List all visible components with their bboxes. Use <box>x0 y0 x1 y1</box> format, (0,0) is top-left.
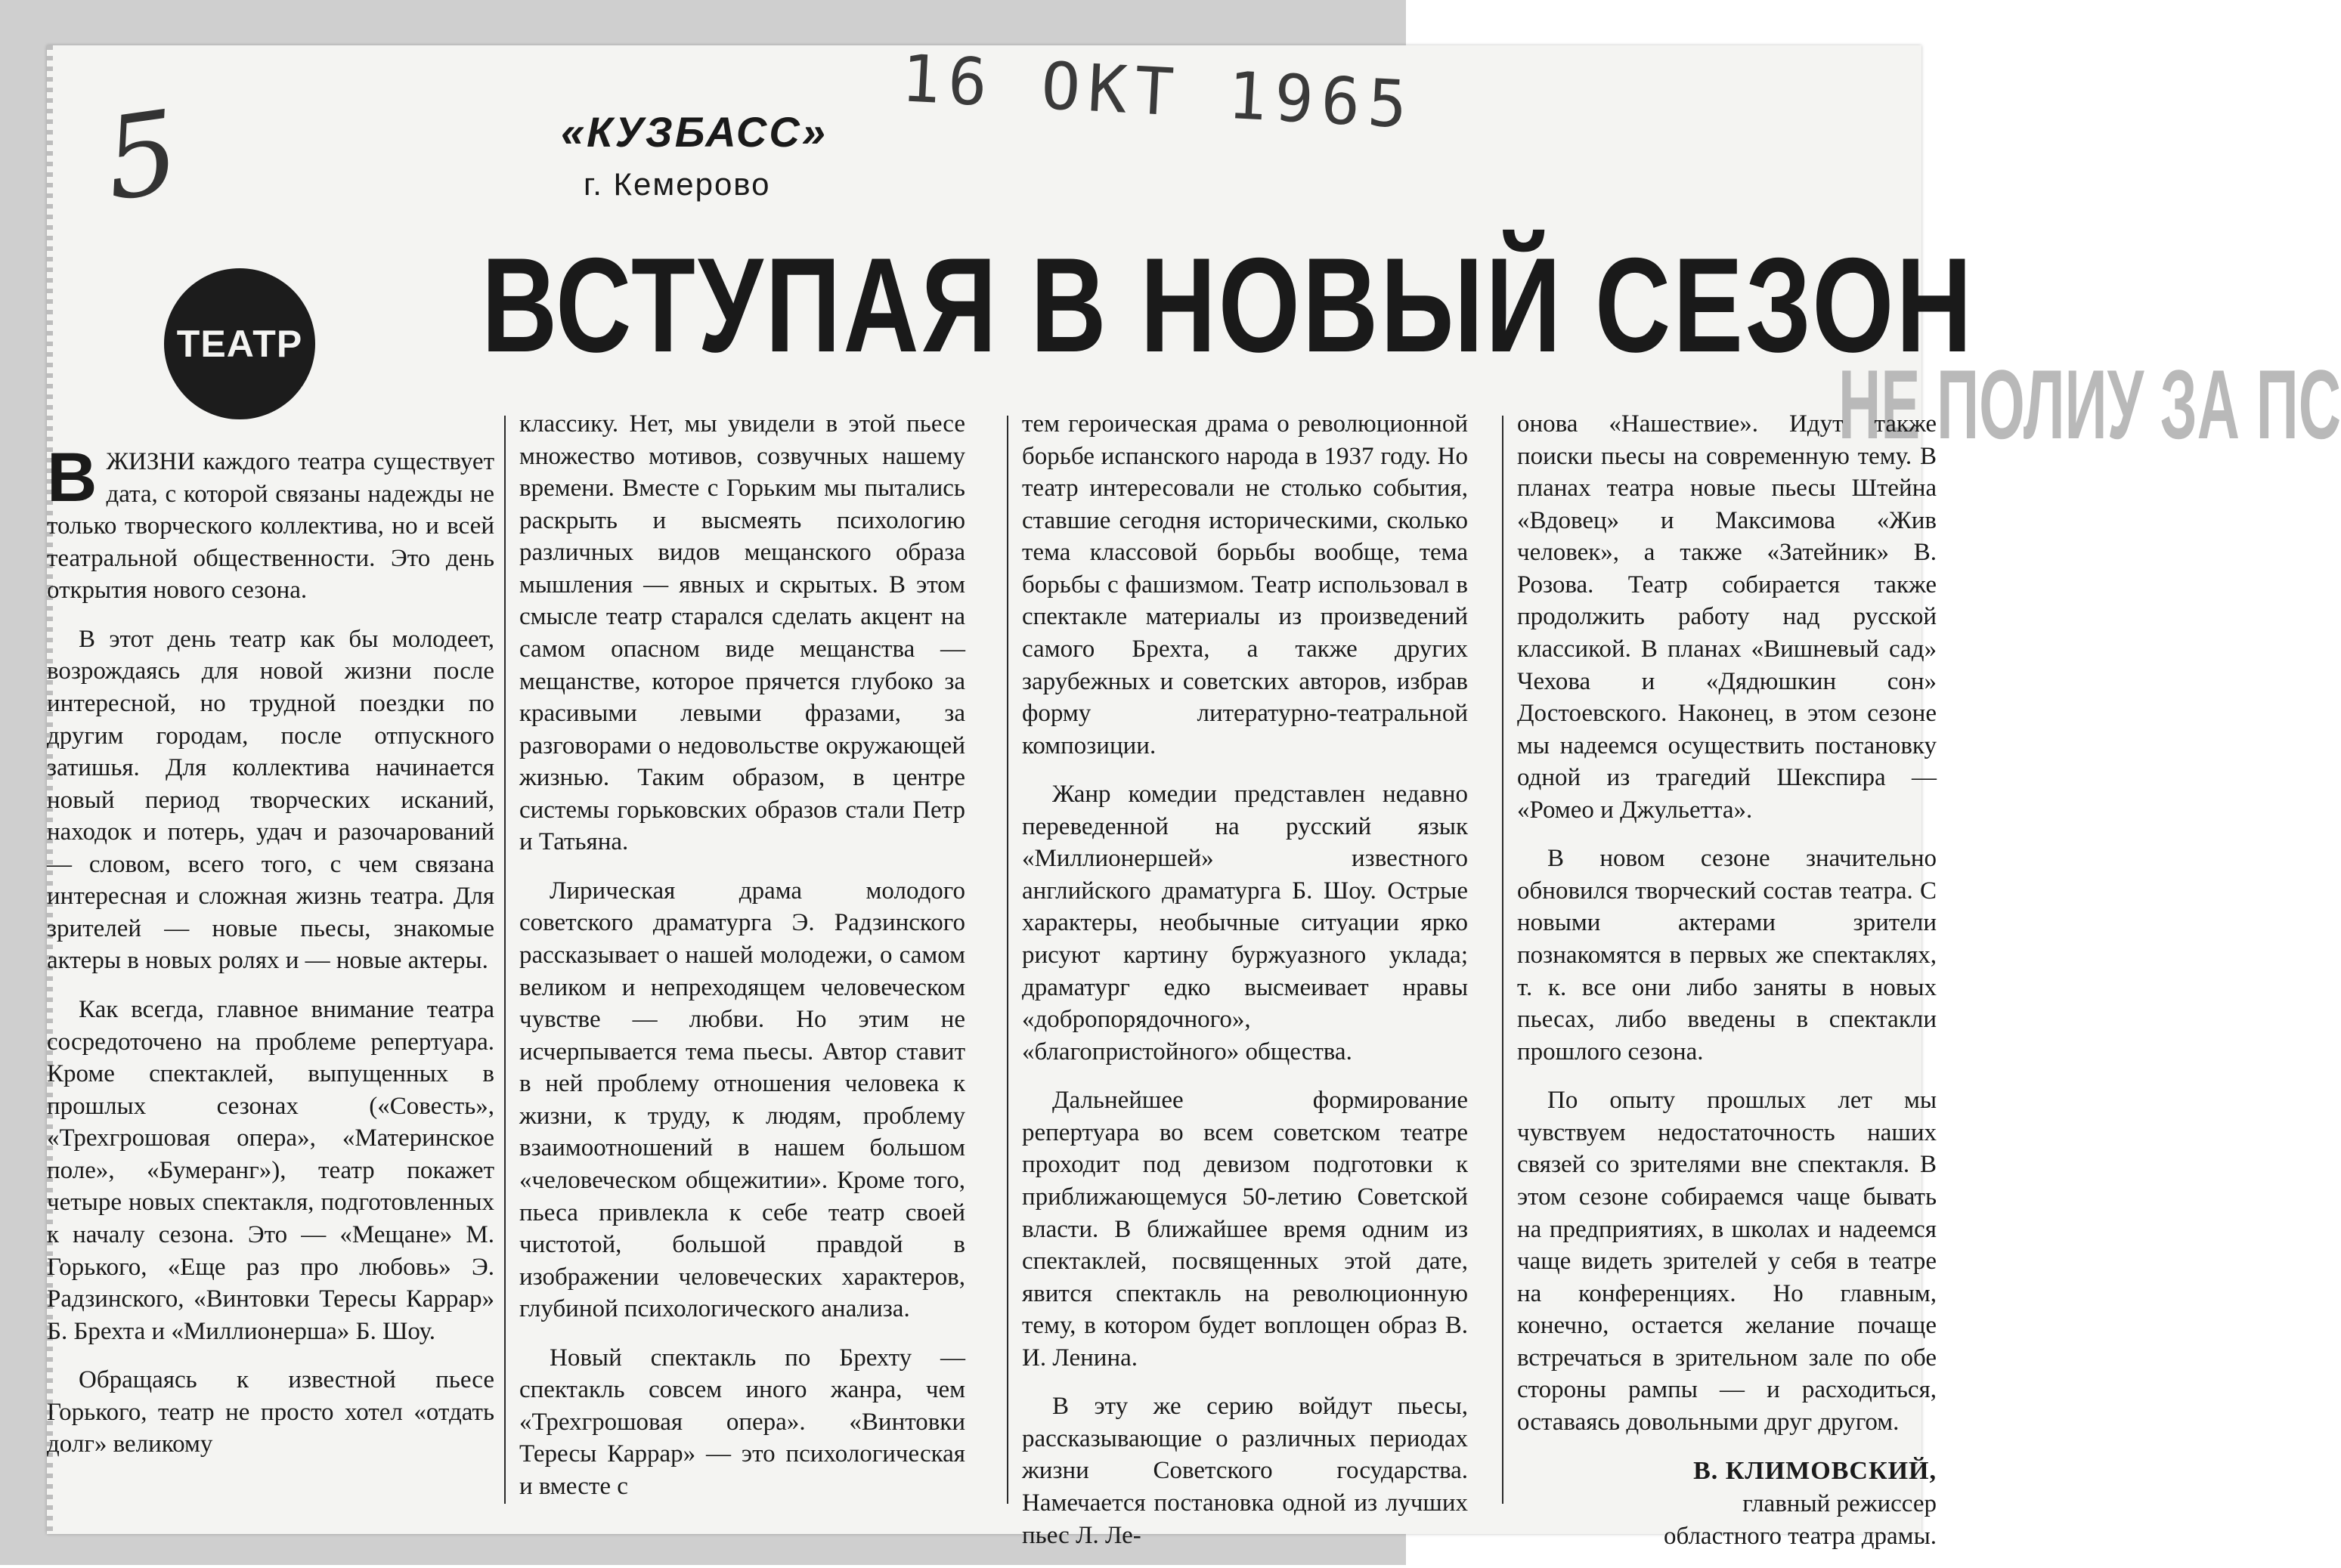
column-divider <box>1007 416 1008 1504</box>
paragraph-text: ЖИЗНИ каждого театра существует дата, с которой связаны надежды не только творческого коллектива, но и всей театральной общественности. Это день открытия нового сезона. <box>47 448 494 605</box>
newspaper-clipping <box>47 41 2341 1550</box>
column-divider <box>504 416 506 1504</box>
bleed-through-text: НЕ ПОЛИУ ЗА ПС <box>1838 349 2341 459</box>
article-column-1 <box>47 439 494 1477</box>
paragraph: Лирическая драма молодого советского драматурга Э. Радзинского рассказывает о нашей молодежи, о самом великом и непреходящем человеческом чувстве — любви. Но этим не исчерпывается тема пьесы. Автор ставит в ней проблему отношения человека к жизни, к труду, к людям, проблему взаимоотношений в нашем большом «человеческом общежитии». Кроме того, пьеса привлекла к себе театр своей чистотой, большой правдой в изображении человеческих характеров, глубиной психологического анализа. <box>519 877 965 1323</box>
rubric-badge <box>164 268 315 419</box>
paragraph: Обращаясь к известной пьесе Горького, театр не просто хотел «отдать долг» великому <box>47 1366 494 1458</box>
paragraph: Дальнейшее формирование репертуара во всем советском театре проходит под девизом подготовки к приближающемуся 50-летию Советской власти. В ближайшее время одним из спектаклей, посвященных этой дате, явится спектакль на революционную тему, в котором будет воплощен образ В. И. Ленина. <box>1022 1087 1468 1372</box>
paragraph: классику. Нет, мы увидели в этой пьесе множество мотивов, созвучных нашему времени. Вместе с Горьким мы пытались раскрыть и высмеять психологию различных видов мещанского образа мышления — явных и скрытых. В этом смысле театр старался сделать акцент на самом опасном виде мещанства — мещанстве, которое прячется глубоко за красивыми левыми фразами, за разговорами о недовольстве окружающей жизнью. Таким образом, в центре системы горьковских образов стали Петр и Татьяна. <box>519 410 965 856</box>
paragraph: тем героическая драма о революционной борьбе испанского народа в 1937 году. Но театр интересовали не столько события, ставшие сегодня историческими, сколько тема классовой борьбы вообще, тема борьбы с фашизмом. Театр использовал в спектакле материалы из произведений самого Брехта, а также других зарубежных и советских авторов, избрав форму литературно-театральной композиции. <box>1022 410 1468 759</box>
paragraph: В этот день театр как бы молодеет, возрождаясь для новой жизни после интересной, но трудной поездки по другим городам, после отпускного затишья. Для коллектива начинается новый период творческих исканий, находок и потерь, удач и разочарований — словом, всего того, с чем связана интересная и сложная жизнь театра. Для зрителей — новые пьесы, знакомые актеры в новых ролях и — новые актеры. <box>47 625 494 975</box>
drop-cap: В <box>47 439 98 516</box>
date-stamp: 16 ОКТ 1965 <box>899 41 1417 144</box>
paragraph: В эту же серию войдут пьесы, рассказывающие о различных периодах жизни Советского государства. Намечается постановка одной из лучших пьес Л. Ле- <box>1022 1393 1468 1549</box>
author-name: В. КЛИМОВСКИЙ, <box>1693 1457 1937 1486</box>
author-role: областного театра драмы. <box>1663 1522 1937 1550</box>
paragraph: В новом сезоне значительно обновился творческий состав театра. С новыми актерами зрители познакомятся в первых же спектаклях, т. к. все они либо заняты в новых пьесах, либо введены в спектакли прошлого сезона. <box>1517 845 1937 1065</box>
paragraph: Как всегда, главное внимание театра сосредоточено на проблеме репертуара. Кроме спектаклей, выпущенных в прошлых сезонах («Совесть», «Трехгрошовая опера», «Материнское поле», «Бумеранг»), театр покажет четыре новых спектакля, подготовленных к началу сезона. Это — «Мещане» М. Горького, «Еще раз про любовь» Э. Радзинского, «Винтовки Тересы Каррар» Б. Брехта и «Миллионерша» Б. Шоу. <box>47 996 494 1345</box>
column-divider <box>1502 416 1503 1504</box>
author-role: главный режиссер <box>1742 1490 1937 1518</box>
paragraph: По опыту прошлых лет мы чувствуем недостаточность наших связей со зрителями вне спектакля. В этом сезоне собираемся чаще бывать на предприятиях, в школах и надеемся чаще видеть зрителей у себя в театре на конференциях. Но главным, конечно, остается желание почаще встречаться в зрительном зале по обе стороны рампы — и расходиться, оставаясь довольными друг другом. <box>1517 1087 1937 1436</box>
handwritten-number: 5 <box>97 86 187 227</box>
article-headline: ВСТУПАЯ В НОВЫЙ СЕЗОН <box>482 230 1974 380</box>
lead-paragraph <box>47 439 494 607</box>
article-column-4 <box>1517 408 1937 1552</box>
article-column-3 <box>1022 408 1468 1568</box>
article-column-2 <box>519 408 965 1520</box>
paragraph: Жанр комедии представлен недавно переведенной на русский язык «Миллионершей» известного английского драматурга Б. Шоу. Острые характеры, необычные ситуации ярко рисуют картину буржуазного уклада; драматург едко высмеивает нравы «добропорядочного», «благопристойного» общества. <box>1022 781 1468 1065</box>
paragraph: Новый спектакль по Брехту — спектакль совсем иного жанра, чем «Трехгрошовая опера». «Винтовки Тересы Каррар» — это психологическая и вместе с <box>519 1344 965 1500</box>
paragraph: онова «Нашествие». Идут также поиски пьесы на современную тему. В планах театра новые пьесы Штейна «Вдовец» и Максимова «Жив человек», а также «Затейник» В. Розова. Театр собирается также продолжить работу над русской классикой. В планах «Вишневый сад» Чехова и «Дядюшкин сон» Достоевского. Наконец, в этом сезоне мы надеемся осуществить постановку одной из трагедий Шекспира — «Ромео и Джульетта». <box>1517 410 1937 824</box>
newspaper-name: «КУЗБАСС» <box>561 108 828 156</box>
author-signature <box>1517 1455 1937 1552</box>
city-line: г. Кемерово <box>584 166 771 202</box>
rubric-label: ТЕАТР <box>176 323 303 365</box>
